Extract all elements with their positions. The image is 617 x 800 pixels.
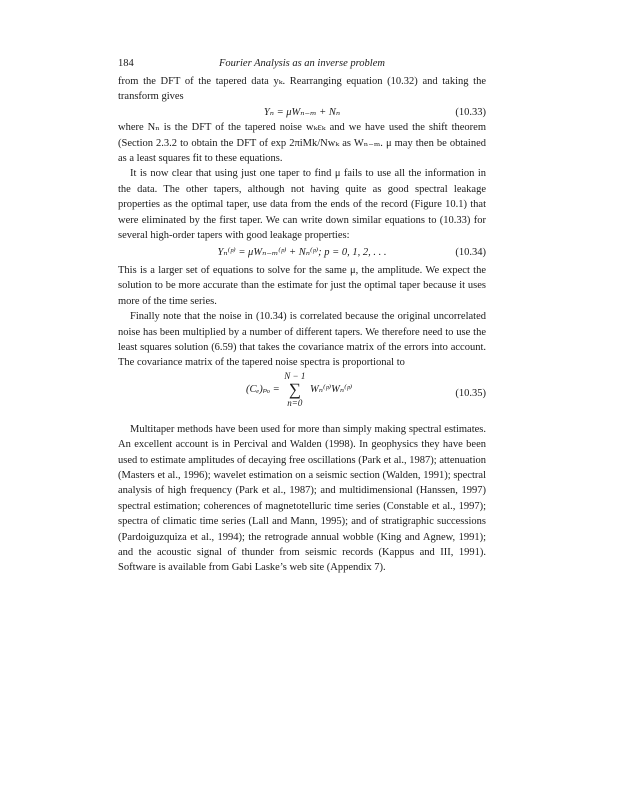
equation-body (246, 371, 352, 408)
paragraph-amplitude: This is a larger set of equations to solve for the same μ, the amplitude. We expect the solution to be more accurate than the estimate for just the optimal taper because it uses more of the time series. (118, 264, 486, 307)
paragraph-multitaper-methods: Multitaper methods have been used for more than simply making spectral estimates. An excellent account is in Percival and Walden (1998). In geophysics they have been used to estimate amplitudes of decaying free oscillations (Park et al., 1987); attenuation (Masters et al., 1996); wavelet estimation on a seismic section (Walden, 1991); spectral analysis of high frequency (Park et al., 1987); and multidimensional (Hanssen, 1997) spectral estimation; coherences of magnetotelluric time series (Constable et al., 1997); spectra of climatic time series (Lall and Mann, 1995); and of stratigraphic successions (Pardoiguzquiza et al., 1994); the retrograde annual wobble (King and Agnew, 1991); and the acoustic signal of thunder from seismic records (Kappus and III, 1991). Software is available from Gabi Laske’s web site (Appendix 7). (118, 423, 486, 574)
summation (284, 371, 305, 408)
running-title: Fourier Analysis as an inverse problem (219, 58, 385, 69)
sum-lower-limit: n=0 (287, 397, 303, 408)
paragraph-correlated-noise: Finally note that the noise in (10.34) is correlated because the original uncorrelated noise has been multiplied by a number of different tapers. We therefore need to use the least squares solution (6.59) that takes the covariance matrix of the errors into account. The covariance matrix of the tapered noise spectra is proportional to (118, 311, 486, 369)
equation-number: (10.33) (455, 106, 486, 118)
page-number: 184 (118, 58, 134, 69)
equation-rhs: Wₙ⁽ᵖ⁾Wₙ⁽ᵖ⁾ (310, 383, 353, 395)
paragraph-intro: from the DFT of the tapered data yₖ. Rearranging equation (10.32) and taking the transform gives (118, 76, 486, 103)
equation-body: Yₙ = μWₙ₋ₘ + Nₙ (263, 106, 341, 118)
equation-number: (10.34) (455, 247, 486, 259)
equation-10-33 (118, 105, 486, 120)
sum-upper-limit: N − 1 (284, 370, 306, 381)
running-header (118, 58, 486, 74)
equation-body: Yₙ⁽ᵖ⁾ = μWₙ₋ₘ⁽ᵖ⁾ + Nₙ⁽ᵖ⁾; p = 0, 1, 2, . . . (217, 247, 387, 259)
equation-10-35 (118, 371, 486, 415)
equation-10-34 (118, 245, 486, 260)
paragraph-tapers: It is now clear that using just one taper to find μ fails to use all the information in the data. The other tapers, although not having quite as good spectral leakage properties as the optimal taper, use data from the ends of the record (Figure 10.1) that were eliminated by the first taper. We can write down similar equations to (10.33) for several high-order tapers with good leakage properties: (118, 168, 486, 242)
book-page (118, 58, 486, 576)
equation-number: (10.35) (455, 387, 486, 399)
sigma-symbol: ∑ (288, 379, 301, 399)
paragraph-shift-theorem: where Nₙ is the DFT of the tapered noise wₖεₖ and we have used the shift theorem (Section 2.3.2 to obtain the DFT of exp 2πiMk/Nwₖ as Wₙ₋ₘ. μ may then be obtained as a least squares fit to these equations. (118, 122, 486, 165)
equation-lhs: (Cₑ)ₚₒ = (246, 383, 280, 395)
